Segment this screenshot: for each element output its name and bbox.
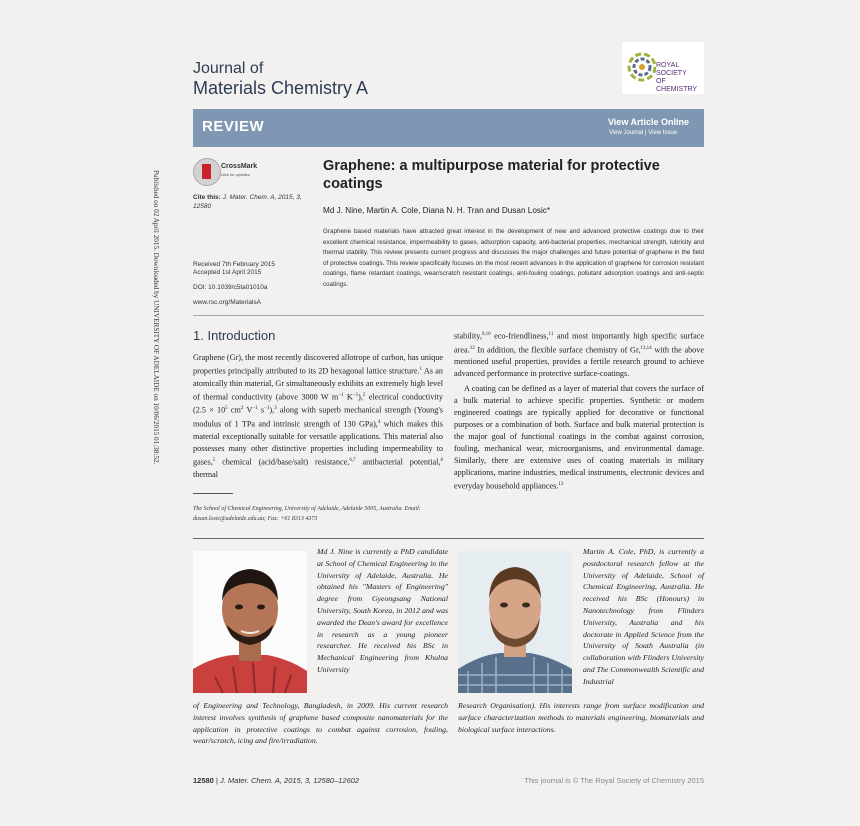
bio-nine-bottom: of Engineering and Technology, Bangladesh, in 2009. His current research interest involves synthesis of graphene based composite nanomaterials for the application in protective coatings to combat against corrosion, fouling, wear/scratch, icing and fire/irradiation. — [193, 701, 448, 746]
received-date: Received 7th February 2015 — [193, 261, 276, 268]
rsc-emblem-icon — [626, 46, 656, 88]
cite-info: Cite this: J. Mater. Chem. A, 2015, 3, 12580 — [193, 194, 302, 210]
article-title: Graphene: a multipurpose material for protective coatings — [323, 158, 660, 192]
crossmark-icon — [193, 158, 221, 186]
rsc-logo: ROYAL SOCIETY OF CHEMISTRY — [622, 42, 704, 94]
crossmark-button[interactable]: CrossMark click for updates — [193, 158, 253, 184]
journal-title-line2: Materials Chemistry A — [193, 78, 369, 98]
author-photo-nine — [193, 551, 307, 693]
doi[interactable]: DOI: 10.1039/c5ta01010a — [193, 284, 268, 291]
intro-left-column: Graphene (Gr), the most recently discovered allotrope of carbon, has unique properties principally attributed to its 2D hexagonal lattice structure.$^1$ As an atomically thin material, Gr simultaneously exhibits an extremely high level of thermal conductivity (above 3000 W $m^{-1}$ $K^{-1}),^2$ electrical conductivity ($2.5 \times 10^5$ $cm^2$ $V^{-1}$ $s^{-1}),^3$ along with superb mechanical strength (Young's modulus of 1 TPa and intrinsic strength of 130 GPa),$^4$ which makes this material exceptionally suitable for versatile applications. This material also possesses many other distinctive properties including impermeability to gases,$^5$ chemical (acid/base/salt) resistance,$^{6,7}$ antibacterial potential,$^8$ thermal — [193, 353, 444, 479]
bio-cole-top: Martin A. Cole, PhD, is currently a postdoctoral research fellow at the University of Adelaide, School of Chemical Engineering, Australia. He received his BSc (Honours) in Nanotechnology from Flinders University, Australia and his doctorate in Applied Science from the University of South Australia (in collaboration with Flinders University and The Commonwealth Scientific and Industrial — [583, 547, 704, 686]
abstract: Graphene based materials have attracted great interest in the development of new and advanced protective coatings due to their excellent chemical resistance, impermeability to gases, adsorption capacity, anti-bacterial properties, mechanical strength, lubricity and thermal stability. This review presents current progress and discusses the major challenges and future potential of graphene in the field of protective coatings. This review specifically focuses on the most recent advances in the application of graphene for corrosion resistant coatings, flame retardant coatings, wear/scratch resistant coatings, anti-fouling coatings, pollutant adsorption coatings and anti-septic coatings. — [323, 228, 704, 288]
affiliation-footnote: The School of Chemical Engineering, University of Adelaide, Adelaide 5005, Australia. Email: dusan.losic@adelaide.edu.au; Fax: +61 8313 4373 — [193, 506, 421, 522]
page-footer-right: This journal is © The Royal Society of Chemistry 2015 — [524, 776, 704, 785]
author-photo-cole — [458, 551, 572, 693]
journal-website[interactable]: www.rsc.org/MaterialsA — [193, 299, 261, 306]
journal-title — [193, 60, 368, 98]
journal-title-line1: Journal of — [193, 60, 264, 77]
section-heading: 1. Introduction — [193, 328, 276, 343]
view-journal-issue-links[interactable]: View Journal | View Issue — [608, 130, 677, 136]
review-banner — [193, 109, 704, 147]
footnote-rule — [193, 493, 233, 494]
article-type-label: REVIEW — [202, 118, 265, 135]
page-footer-left: 12580 | J. Mater. Chem. A, 2015, 3, 12580–12602 — [193, 776, 360, 785]
author-list: Md J. Nine, Martin A. Cole, Diana N. H. Tran and Dusan Losic* — [323, 206, 551, 215]
biography-divider — [193, 538, 704, 539]
accepted-date: Accepted 1st April 2015 — [193, 269, 262, 276]
bio-nine-top: Md J. Nine is currently a PhD candidate at School of Chemical Engineering in the University of Adelaide, Australia. He obtained his "Masters of Engineering" degree from Gyeongsang National University, South Korea, in 2012 and was awarded the Dean's award for excellence in research as a young pioneer researcher. He received his BSc in Mechanical Engineering from Khulna University — [317, 547, 448, 674]
intro-right-column: stability,$^{9,10}$ eco-friendliness,$^{11}$ and most importantly high specific surface area.$^{12}$ In addition, the flexible surface chemistry of Gr,$^{13,14}$ with the above mentioned useful properties, provides a fertile research ground to achieve advanced performance in protective surface-coatings. A coating can be defined as a layer of material that covers the surface of a bulk material to achieve specific properties. Synthetic or modern engineered coatings are typically applied for decorative or functional purposes or a combination of both. Surface and bulk material protection is the major goal of functional coatings in the combat against corrosion, fouling, mechanical wear, microorganisms, and environmental damage. Similarly, there are extensive uses of coating materials in military applications, marine industries, medical instruments, electronic devices and everyday household appliances.$^{13}$ — [454, 331, 704, 492]
download-note: Published on 02 April 2015. Downloaded by UNIVERSITY OF ADELAIDE on 10/06/2015 01:38:52. — [152, 170, 160, 465]
view-article-online-link[interactable]: View Article Online — [607, 117, 689, 127]
divider — [193, 315, 704, 316]
bio-cole-bottom: Research Organisation). His interests range from surface modification and surface characterization methods to materials engineering, biomaterials and biological surface interactions. — [458, 701, 704, 734]
